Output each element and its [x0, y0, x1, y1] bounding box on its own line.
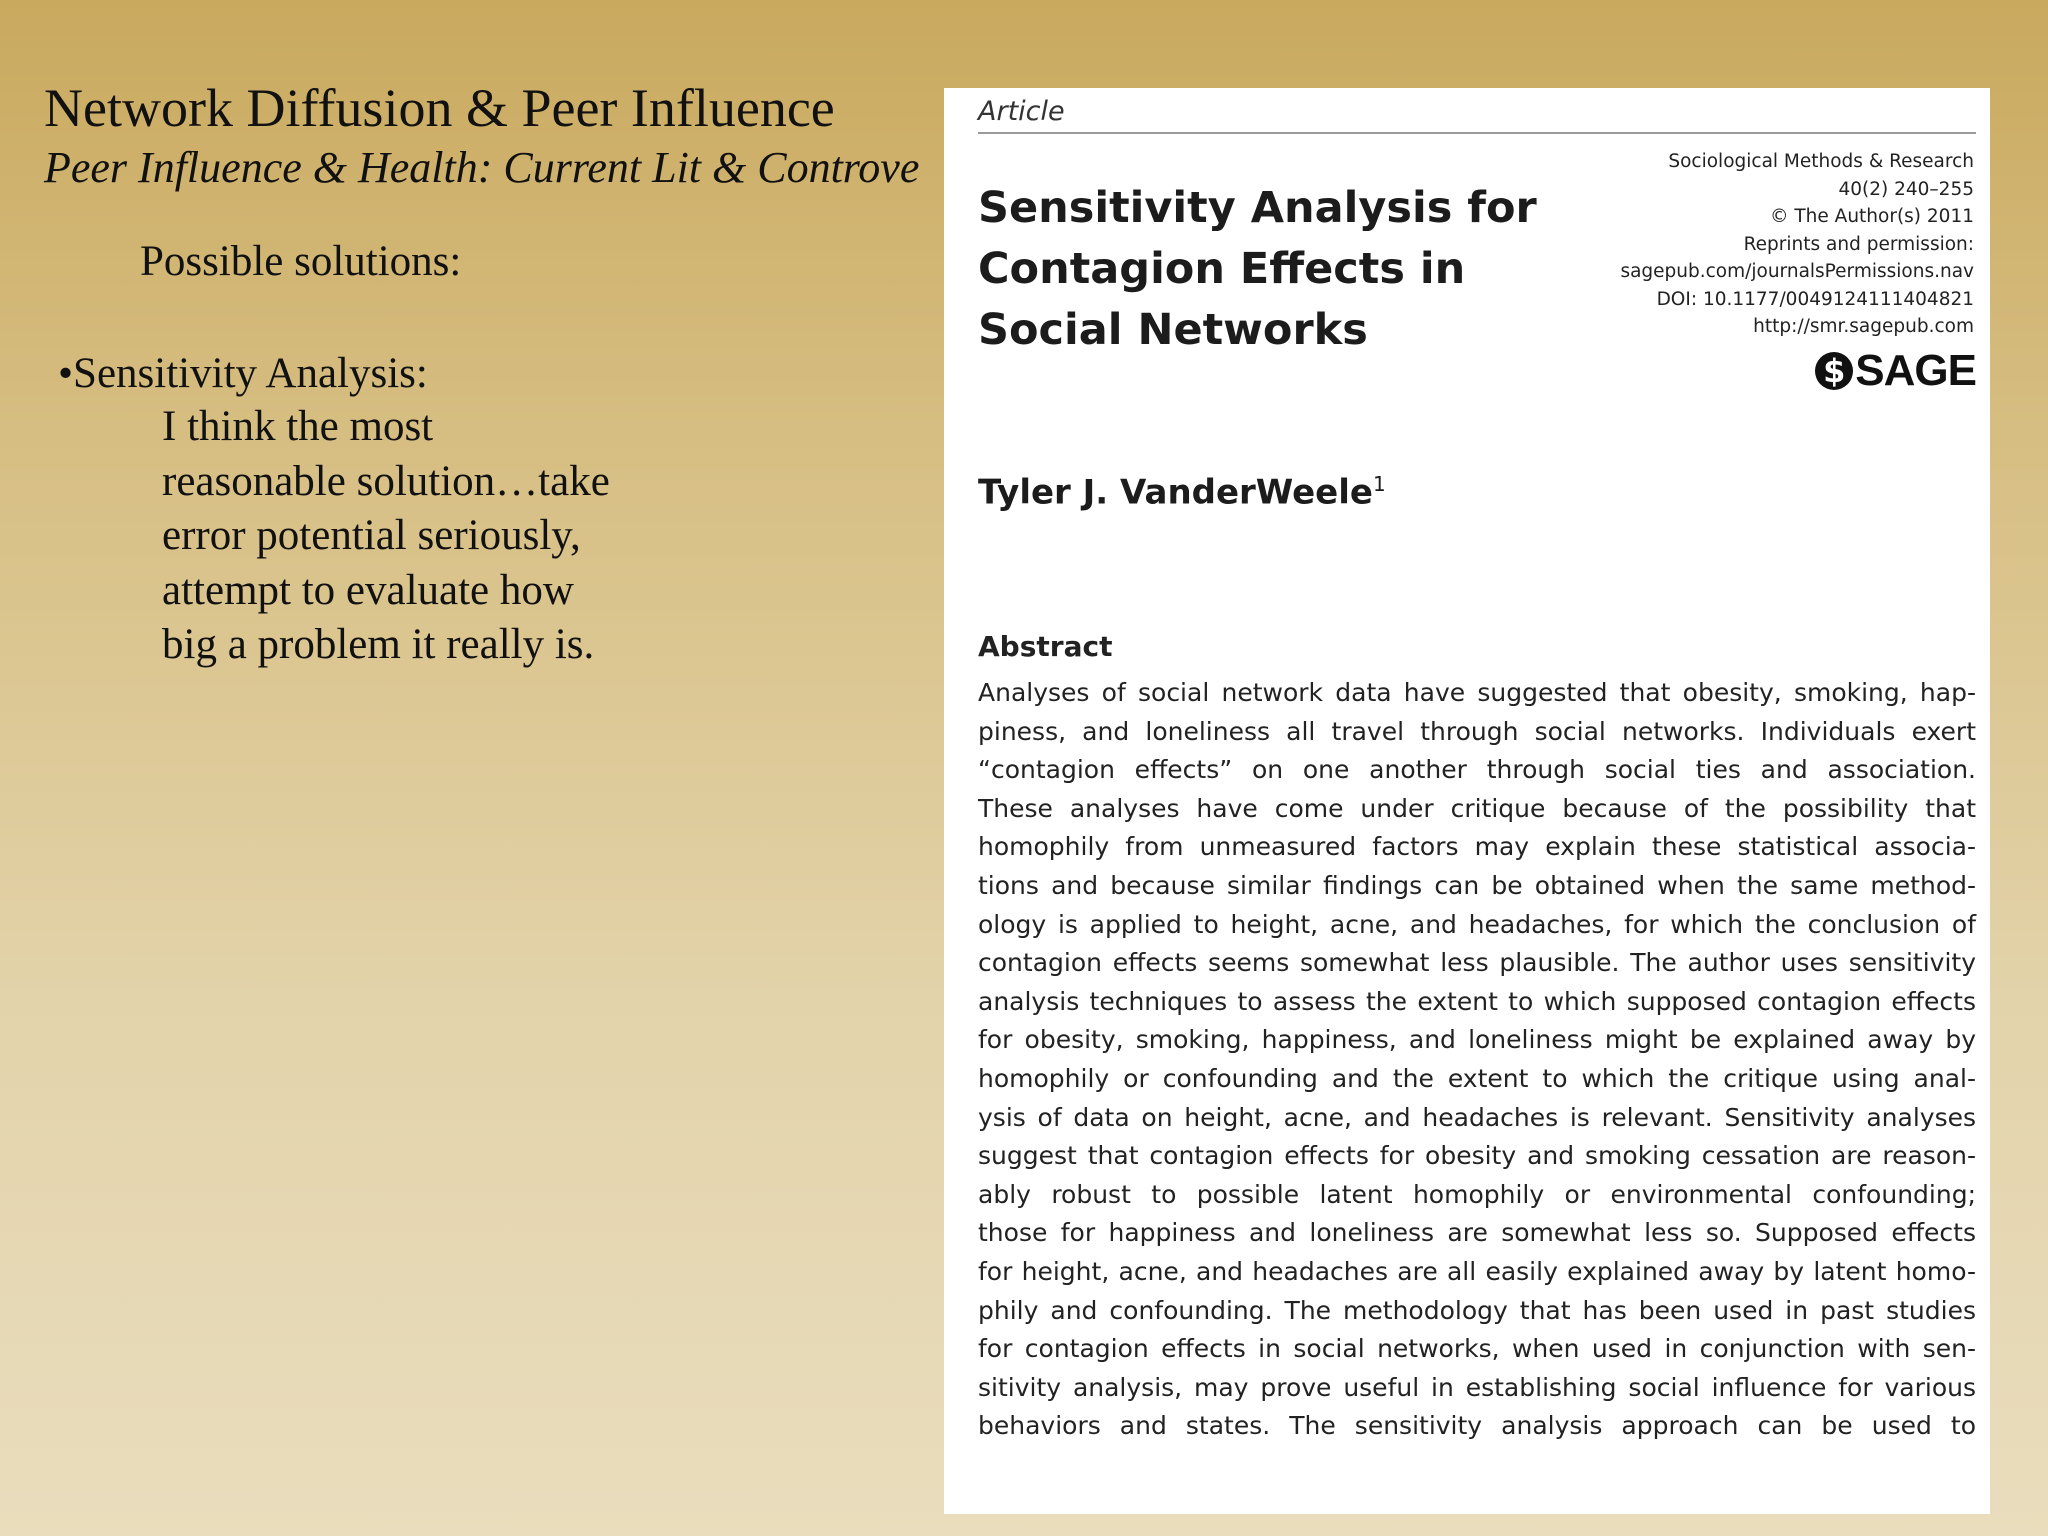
- abstract-line: sitivity analysis, may prove useful in establishing social influence for various: [978, 1372, 1976, 1402]
- abstract-line: those for happiness and loneliness are somewhat less so. Supposed effects: [978, 1218, 1976, 1248]
- slide-title: Network Diffusion & Peer Influence: [44, 78, 835, 138]
- paper-title-line: Sensitivity Analysis for: [978, 183, 1537, 233]
- journal-name: Sociological Methods & Research: [1668, 151, 1974, 172]
- sage-logo: [1815, 346, 1976, 396]
- journal-doi: DOI: 10.1177/0049124111404821: [1656, 288, 1974, 310]
- slide-subtitle: Peer Influence & Health: Current Lit & Controve: [44, 143, 920, 192]
- abstract-line: phily and confounding. The methodology that has been used in past studies: [978, 1295, 1976, 1325]
- abstract-heading: Abstract: [978, 630, 1113, 663]
- abstract-line: piness, and loneliness all travel through social networks. Individuals exert: [978, 716, 1976, 746]
- bullet-body-line: reasonable solution…take: [162, 457, 610, 505]
- abstract-line: homophily from unmeasured factors may explain these statistical associa-: [978, 832, 1976, 862]
- paper-author: [978, 472, 1386, 512]
- journal-copyright: © The Author(s) 2011: [1770, 206, 1974, 227]
- abstract-line: behaviors and states. The sensitivity analysis approach can be used to: [978, 1411, 1976, 1441]
- abstract-line: These analyses have come under critique because of the possibility that: [978, 793, 1976, 823]
- paper-title: [978, 178, 1537, 361]
- abstract-line: for height, acne, and headaches are all easily explained away by latent homo-: [978, 1256, 1976, 1286]
- abstract-line: contagion effects seems somewhat less plausible. The author uses sensitivity: [978, 948, 1976, 978]
- bullet-body-line: I think the most: [162, 403, 434, 450]
- article-divider: [978, 132, 1976, 134]
- article-label: Article: [978, 96, 1065, 127]
- bullet-body-line: error potential seriously,: [162, 512, 581, 559]
- abstract-line: ably robust to possible latent homophily or environmental confounding;: [978, 1179, 1976, 1209]
- bullet-sensitivity-analysis: •Sensitivity Analysis:: [58, 350, 428, 397]
- abstract-line: ology is applied to height, acne, and headaches, for which the conclusion of: [978, 909, 1976, 939]
- journal-reprints: Reprints and permission:: [1743, 233, 1974, 255]
- abstract-line: suggest that contagion effects for obesity and smoking cessation are reason-: [978, 1141, 1976, 1171]
- bullet-body-line: attempt to evaluate how: [162, 566, 574, 614]
- abstract-line: ysis of data on height, acne, and headaches is relevant. Sensitivity analyses: [978, 1102, 1976, 1132]
- journal-volume: 40(2) 240–255: [1838, 178, 1974, 200]
- author-name: Tyler J. VanderWeele: [978, 472, 1373, 513]
- paper-title-line: Social Networks: [978, 305, 1368, 355]
- author-affiliation-mark: 1: [1372, 472, 1386, 496]
- paper-image: [944, 88, 1990, 1514]
- paper-title-line: Contagion Effects in: [978, 244, 1466, 294]
- sage-logo-text: SAGE: [1855, 346, 1976, 395]
- abstract-line: for obesity, smoking, happiness, and loneliness might be explained away by: [978, 1025, 1976, 1055]
- bullet-body-line: big a problem it really is.: [162, 621, 595, 668]
- abstract-line: tions and because similar findings can be obtained when the same method-: [978, 870, 1976, 900]
- bullet-body: [162, 400, 610, 673]
- journal-url: http://smr.sagepub.com: [1753, 316, 1974, 337]
- solutions-heading: Possible solutions:: [140, 238, 462, 285]
- journal-permissions-url: sagepub.com/journalsPermissions.nav: [1620, 261, 1974, 282]
- abstract-line: homophily or confounding and the extent to which the critique using anal-: [978, 1063, 1976, 1093]
- abstract-line: analysis techniques to assess the extent to which supposed contagion effects: [978, 986, 1976, 1016]
- sage-logo-icon: $: [1815, 352, 1853, 390]
- abstract-line: for contagion effects in social networks, when used in conjunction with sen-: [978, 1334, 1976, 1364]
- abstract-line: Analyses of social network data have suggested that obesity, smoking, hap-: [978, 678, 1976, 707]
- journal-info: [1620, 148, 1974, 341]
- abstract-line: “contagion effects” on one another through social ties and association.: [978, 755, 1976, 785]
- abstract-body: [978, 674, 1976, 1446]
